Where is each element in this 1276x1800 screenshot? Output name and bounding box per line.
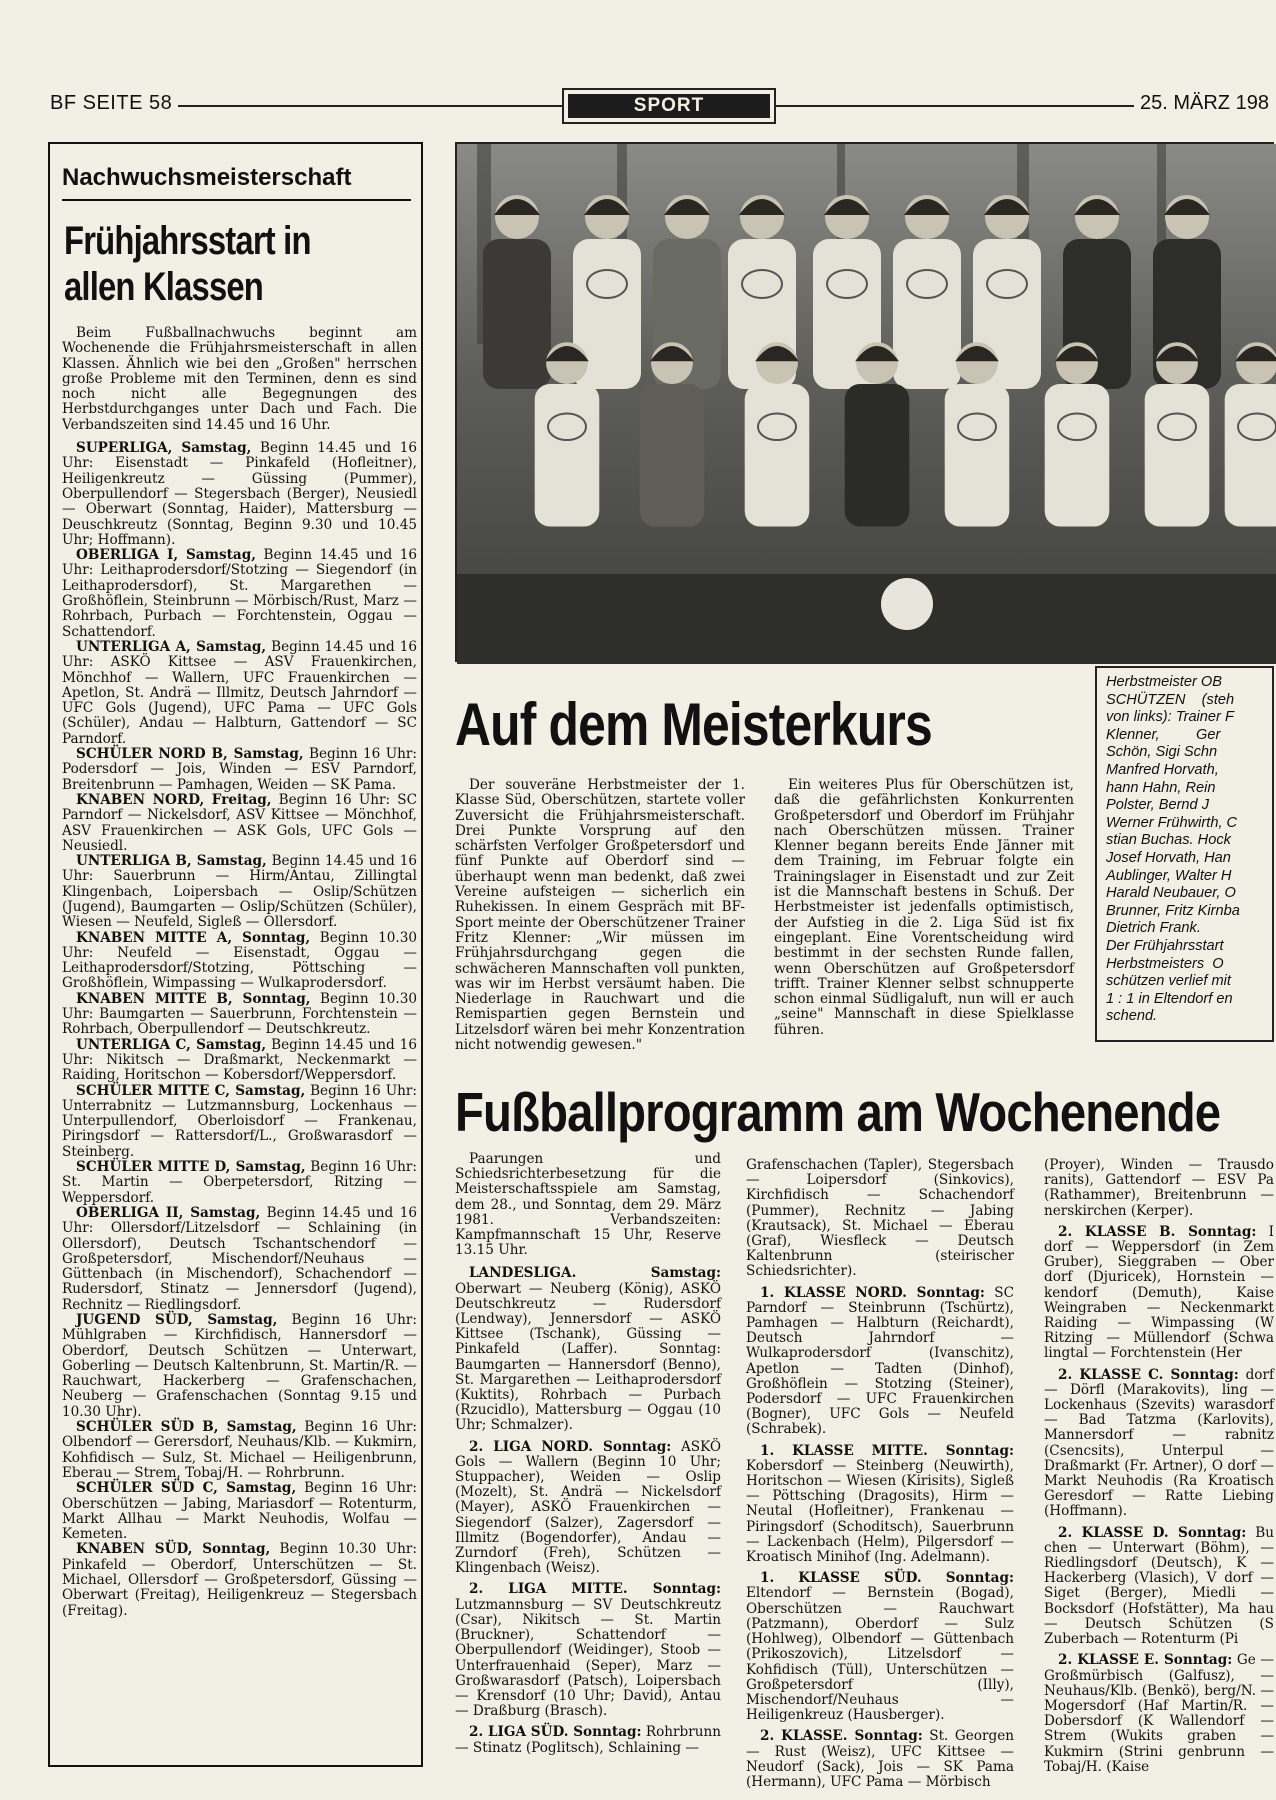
caption-line: Josef Horvath, Han: [1106, 849, 1231, 866]
page-number: BF SEITE 58: [50, 92, 178, 115]
caption-line: Polster, Bernd J: [1106, 797, 1210, 814]
league-entry-text: Beginn 10.30 Uhr: Neufeld — Eisenstadt, Oggau — Leithaprodersdorf/Stotzing, Pöttsching — Großhöflein, Wimpassing — Wulkaprodersdorf.: [62, 929, 418, 992]
fixture-col2-entry-title: 2. KLASSE. Sonntag:: [760, 1728, 923, 1745]
box-body: [62, 326, 417, 1766]
league-entry-text: Beginn 16 Uhr: Olbendorf — Gerersdorf, Neuhaus/Klb. — Kukmirn, Kohfidisch — Sulz, St. Michael — Heiligenbrunn, Eberau — Strem, Tobaj/H. — Rohrbrunn.: [62, 1419, 417, 1481]
team-photo: [455, 142, 1274, 662]
league-entry-text: Beginn 16 Uhr: Podersdorf — Jois, Winden — ESV Parndorf, Breitenbrunn — Pamhagen, Weiden — SK Pama.: [62, 746, 417, 793]
fixture-col2-entry-title: 1. KLASSE NORD. Sonntag:: [760, 1284, 985, 1301]
article1-headline: Auf dem Meisterkurs: [455, 691, 932, 758]
article1-col1-text: Der souveräne Herbstmeister der 1. Klasse Süd, Oberschützen, startete voller Zuversicht die Frühjahrsmeisterschaft. Drei Punkte Vorsprung auf den schärfsten Verfolger Großpetersdorf und fünf Punkte auf Oberdorf sind — überhaupt wenn man bedenkt, daß zwei Vereine aufsteigen — sicherlich ein Ruhekissen. In einem Gespräch mit BF-Sport meinte der Oberschützener Trainer Fritz Klenner: „Wir müssen im Frühjahrsdurchgang gegen die schwächeren Mannschaften voll punkten, was wir im Herbst versäumt haben. Die Niederlage in Rauchwart und die Remispartien gegen Bernstein und Litzelsdorf wären bei mehr Konzentration nicht notwendig gewesen.": [455, 777, 745, 1054]
league-entry-text: Beginn 16 Uhr: Mühlgraben — Kirchfidisch, Hannersdorf — Oberdorf, Deutsch Schützen — Unterwart, Goberling — Deutsch Kaltenbrunn, St. Martin/R. — Rauchwart, Hackerberg — Grafenschachen, Neuberg — Grafenschachen (Sonntag 9.15 und 10.30 Uhr).: [62, 1312, 417, 1420]
caption-line: Klenner, Ger: [1106, 726, 1221, 743]
league-entry-title: UNTERLIGA A, Samstag,: [76, 638, 267, 655]
league-entry: [62, 1420, 417, 1481]
fixture-col1-entry-text: Oberwart — Neuberg (König), ASKÖ Deutschkreutz — Rudersdorf (Lendway), Jennersdorf — ASKÖ Kittsee (Tschank), Güssing — Pinkafeld (Laffer). Sonntag: Baumgarten — Hannersdorf (Benno), St. Margarethen — Leithaprodersdorf (Kuktits), Rohrbach — Purbach (Rzucidlo), Mattersburg — Oggau (10 Uhr; Schmalzer).: [455, 1280, 721, 1434]
league-entry: [62, 1313, 417, 1420]
fixture-col3-entry-title: 2. KLASSE B. Sonntag:: [1058, 1223, 1257, 1240]
article2-headline: Fußballprogramm am Wochenende: [455, 1081, 1221, 1143]
box-intro: Beim Fußballnachwuchs beginnt am Wochenende die Frühjahrsmeisterschaft in allen Klassen. Ähnlich wie bei den „Großen" herrschen große Probleme mit den Terminen, denn es sind noch nicht alle Begegnungen des Herbstdurchganges unter Dach und Fach. Die Verbandszeiten sind 14.45 und 16 Uhr.: [62, 325, 417, 433]
league-entry-title: OBERLIGA I, Samstag,: [76, 547, 256, 564]
football: [881, 578, 933, 630]
caption-line: stian Buchas. Hock: [1106, 832, 1231, 849]
fixture-col3-entry: [1044, 1158, 1274, 1219]
league-entry-title: JUGEND SÜD, Samstag,: [76, 1312, 278, 1328]
league-entry: [62, 1481, 417, 1542]
fixture-col2-entry-text: Grafenschachen (Tapler), Stegersbach — Loipersdorf (Sinkovics), Kirchfidisch — Schachendorf (Pummer), Rechnitz — Jabing (Krautsack), St. Michael — Eberau (Graf), Wiesfleck — Deutsch Kaltenbrunn (steirischer Schiedsrichter).: [746, 1157, 1014, 1280]
fixture-col1-entry: [455, 1266, 721, 1433]
league-entry-title: KNABEN MITTE B, Sonntag,: [76, 990, 311, 1007]
league-entry-text: Beginn 10.30 Uhr: Baumgarten — Sauerbrunn, Forchtenstein — Rohrbach, Oberpullendorf — Deutschkreutz.: [62, 990, 417, 1038]
fixture-col1-entry-text: ASKÖ Gols — Wallern (Beginn 10 Uhr; Stuppacher), Weiden — Oslip (Mozelt), St. Andrä — Nickelsdorf (Mayer), ASKÖ Frauenkirchen — Siegendorf (Salzer), Zagersdorf — Illmitz (Bogendorfer), Andau — Zurndorf (Freh), Schützen — Klingenbach (Weisz).: [455, 1438, 722, 1577]
fixture-col1-entry-title: 2. LIGA SÜD. Sonntag:: [469, 1724, 642, 1741]
article2-col3: [1044, 1152, 1274, 1775]
fixture-col1-entry: [455, 1725, 721, 1755]
caption-line: 1 : 1 in Eltendorf en: [1106, 990, 1233, 1007]
league-entry-title: SUPERLIGA, Samstag,: [76, 440, 252, 457]
league-entry-text: Beginn 16 Uhr: Oberschützen — Jabing, Mariasdorf — Rotenturm, Markt Allhau — Markt Neuhodis, Wolfau — Kemeten.: [62, 1480, 417, 1543]
caption-line: schend.: [1106, 1008, 1158, 1025]
caption-line: Manfred Horvath,: [1106, 761, 1219, 778]
league-entry: [62, 854, 417, 930]
section-label-text: SPORT: [568, 94, 770, 118]
fixture-col1-entry-text: Lutzmannsburg — SV Deutschkreutz (Csar), Nikitsch — St. Martin (Bruckner), Schattendorf — Oberpullendorf (Weidinger), Stoob — Unterfrauenhaid (Seper), Marz — Großwarasdorf (Patsch), Loipersbach — Krensdorf (10 Uhr; David), Antau — Draßburg (Brasch).: [455, 1596, 721, 1720]
league-entry-text: Beginn 16 Uhr: SC Parndorf — Nickelsdorf, ASV Kittsee — Mönchhof, ASV Frauenkirchen — ASK Gols, UFC Gols — Neusiedl.: [62, 791, 417, 854]
fixture-col3-entry-title: 2. KLASSE D. Sonntag:: [1058, 1524, 1247, 1541]
fixture-col2-entry-text: Kobersdorf — Steinberg (Neuwirth), Horitschon — Wiesen (Kirisits), Sigleß — Pöttsching (Dragosits), Hirm — Neutal (Hofleitner), Frankenau — Piringsdorf (Schoditsch), Sauerbrunn — Lackenbach (Helm), Pilgersdorf — Kroatisch Minihof (Ing. Adelmann).: [746, 1457, 1014, 1566]
fixture-col2-entry-title: 1. KLASSE SÜD. Sonntag:: [760, 1570, 1014, 1587]
article2-col1-list: [455, 1266, 721, 1755]
fixture-col2-entry: [746, 1286, 1014, 1438]
league-entry: [62, 747, 417, 793]
caption-line: schützen verlief mit: [1106, 973, 1231, 990]
caption-line: Aublinger, Walter H: [1106, 867, 1232, 884]
league-entry: [62, 441, 417, 548]
article2-col1: [455, 1152, 721, 1772]
fixture-col2-entry: [746, 1158, 1014, 1280]
section-label: [562, 88, 776, 124]
league-entry: [62, 931, 417, 992]
box-headline: Frühjahrsstart in allen Klassen: [64, 219, 311, 309]
fixture-col3-entry: [1044, 1368, 1274, 1520]
caption-line: Brunner, Fritz Kirnba: [1106, 902, 1240, 919]
league-entry-title: SCHÜLER SÜD C, Samstag,: [76, 1480, 297, 1497]
kicker-rule: [62, 199, 411, 201]
caption-line: Schön, Sigi Schn: [1106, 744, 1218, 761]
league-entry-title: UNTERLIGA B, Samstag,: [76, 853, 267, 870]
league-entry-title: KNABEN NORD, Freitag,: [76, 791, 272, 808]
league-entry-title: SCHÜLER NORD B, Samstag,: [76, 746, 304, 763]
fixture-col2-entry: [746, 1444, 1014, 1566]
fixture-col3-entry-text: Bu chen — Unterwart (Böhm), — Riedlingsdorf (Deutsch), K — Hackerberg (Vlasich), V dorf — Siget (Berger), Miedli — Bocksdorf (Hofstätter), Ma hau — Deutsch Schützen (S Zuberbach — Rotenturm (Pi: [1044, 1524, 1274, 1648]
league-entry-title: UNTERLIGA C, Samstag,: [76, 1036, 267, 1053]
fixture-col3-entry-title: 2. KLASSE E. Sonntag:: [1058, 1652, 1233, 1669]
caption-line: Harald Neubauer, O: [1106, 885, 1236, 902]
caption-line: von links): Trainer F: [1106, 709, 1234, 726]
caption-line: Werner Frühwirth, C: [1106, 814, 1238, 831]
league-entry: [62, 1038, 417, 1084]
league-entry-text: Beginn 14.45 und 16 Uhr: Sauerbrunn — Hirm/Antau, Zillingtal Klingenbach, Loipersbach — Oslip/Schützen (Jugend), Baumgarten — Oslip/Schützen (Schüler), Wiesen — Neufeld, Siglеß — Ollersdorf.: [62, 853, 417, 931]
league-entry-text: Beginn 16 Uhr: St. Martin — Oberpetersdorf, Ritzing — Weppersdorf.: [62, 1159, 417, 1206]
article2-col2: [746, 1152, 1014, 1790]
fixture-col3-entry-title: 2. KLASSE C. Sonntag:: [1058, 1366, 1239, 1383]
league-entry: [62, 640, 417, 747]
caption-line: Der Frühjahrsstart: [1106, 937, 1224, 954]
caption-line: Herbstmeisters O: [1106, 955, 1224, 972]
league-entry-text: Beginn 14.45 und 16 Uhr: Ollersdorf/Litzelsdorf — Schlaining (in Ollersdorf), Deutsch Tschantschendorf — Großpetersdorf, Mischendorf/Neuhaus — Güttenbach (in Mischendorf), Schachendorf — Rudersdorf, Stinatz — Jennersdorf (Jugend), Rechnitz — Riedlingsdorf.: [62, 1204, 418, 1313]
fixture-col2-entry-text: St. Georgen — Rust (Weisz), UFC Kittsee — Neudorf (Sack), Jois — SK Pama (Hermann), UFC Pama — Mörbisch: [746, 1728, 1014, 1790]
box-kicker: Nachwuchsmeisterschaft: [62, 164, 352, 191]
league-entry-title: KNABEN MITTE A, Sonntag,: [76, 929, 311, 946]
article1-col1: [455, 778, 745, 1053]
article2-col2-list: [746, 1158, 1014, 1790]
league-entry: [62, 1084, 417, 1160]
league-entry-text: Beginn 14.45 und 16 Uhr: Eisenstadt — Pinkafeld (Hofleitner), Heiligenkreutz — Güssing (Pummer), Oberpullendorf — Stegersbach (Berger), Neusiedl — Oberwart (Sonntag, Haider), Mattersburg — Deuschkreutz (Sonntag, Beginn 9.30 und 10.45 Uhr; Hoffmann).: [62, 440, 417, 548]
fixture-col1-entry-title: 2. LIGA NORD. Sonntag:: [469, 1438, 672, 1455]
fixture-col2-entry: [746, 1571, 1014, 1723]
caption-line: SCHÜTZEN (steh: [1106, 691, 1235, 708]
league-entry-text: Beginn 14.45 und 16 Uhr: Nikitsch — Draßmarkt, Neckenmarkt — Raiding, Horitschon — Kobersdorf/Weppersdorf.: [62, 1036, 417, 1084]
photo-caption: [1106, 674, 1274, 1026]
fixture-col1-entry-title: 2. LIGA MITTE. Sonntag:: [469, 1581, 721, 1598]
team-photo-graphic: [457, 144, 1276, 664]
league-entry-title: OBERLIGA II, Samstag,: [76, 1204, 261, 1221]
fixture-col3-entry: [1044, 1225, 1274, 1362]
fixture-col3-entry-text: Ge — Großmürbisch (Galfusz), — Neuhaus/Klb. (Benkö), berg/N. — Mogersdorf (Haf Martin/R. — Dobersdorf (K Wallendorf — Strem (Wukits graben — Kukmirn (Strini genbrunn — Tobaj/H. (Kaise: [1044, 1652, 1274, 1775]
league-entry: [62, 1160, 417, 1206]
caption-line: hann Hahn, Rein: [1106, 779, 1216, 796]
issue-date: 25. MÄRZ 198: [1134, 92, 1269, 115]
league-entry: [62, 992, 417, 1038]
league-entry-title: SCHÜLER MITTE C, Samstag,: [76, 1082, 306, 1099]
fixture-col3-entry: [1044, 1526, 1274, 1648]
article1-col2-text: Ein weiteres Plus für Oberschützen ist, daß die gefährlichsten Konkurrenten Großpetersdorf und Oberdorf im Frühjahr nach Oberschützen müssen. Trainer Klenner begann bereits Ende Jänner mit dem Training, im Februar folgte ein Trainingslager in Eisenstadt und zur Zeit ist die Mannschaft bestens in Schuß. Der Herbstmeister ist jedenfalls optimistisch, der Aufstieg in die 2. Liga Süd ist fix eingeplant. Eine Vorentscheidung wird bestimmt in der sechsten Runde fallen, wenn Oberschützen auf Großpetersdorf trifft. Trainer Klenner selbst schnupperte schon einmal Südligaluft, nun will er auch „seine" Mannschaft in diese Spielklasse führen.: [774, 777, 1074, 1038]
caption-line: Herbstmeister OB: [1106, 674, 1222, 690]
article2-intro: Paarungen und Schiedsrichterbesetzung für die Meisterschaftsspiele am Samstag, dem 28., und Sonntag, dem 29. März 1981. Verbandszeiten: Kampfmannschaft 15 Uhr, Reserve 13.15 Uhr.: [455, 1151, 721, 1259]
league-entry-title: SCHÜLER SÜD B, Samstag,: [76, 1419, 297, 1436]
fixture-col1-entry: [455, 1582, 721, 1719]
fixture-col2-entry-title: 1. KLASSE MITTE. Sonntag:: [760, 1442, 1014, 1459]
fixture-col1-entry: [455, 1440, 721, 1577]
fixture-col3-entry-text: I dorf — Weppersdorf (in Zem Gruber), Sieggraben — Ober dorf (Djuricek), Hornstein — kendorf (Demuth), Kaise Weingraben — Neckenmarkt Raiding — Wimpassing (W Ritzing — Müllendorf (Schwa lingtal — Forchtenstein (Her: [1044, 1223, 1274, 1362]
fixture-col2-entry: [746, 1729, 1014, 1790]
fixture-col3-entry-text: dorf — Dörfl (Marakovits), ling — Lockenhaus (Szevits) warasdorf — Bad Tatzma (Karlovits), Mannersdorf — rabnitz (Csencsits), Unterpul — Draßmarkt (Fr. Artner), O dorf — Markt Neuhodis (Ra Kroatisch Geresdorf — Ratte Liebing (Hoffmann).: [1044, 1366, 1274, 1520]
article2-col3-list: [1044, 1158, 1274, 1775]
fixture-col1-entry-text: Rohrbrunn — Stinatz (Poglitsch), Schlaining —: [455, 1724, 721, 1756]
article1-col2: [774, 778, 1074, 1038]
league-entry-text: Beginn 10.30 Uhr: Pinkafeld — Oberdorf, Unterschützen — St. Michael, Ollersdorf — Großpetersdorf, Güssing — Oberwart (Freitag), Heiligenkreuz — Stegersbach (Freitag).: [62, 1541, 417, 1619]
league-entry-title: KNABEN SÜD, Sonntag,: [76, 1541, 271, 1558]
fixture-col3-entry: [1044, 1653, 1274, 1775]
league-entry-text: Beginn 16 Uhr: Unterrabnitz — Lutzmannsburg, Lockenhaus — Unterpullendorf, Oberloisdorf — Frankenau, Piringsdorf — Rattersdorf/L., Großwarasdorf — Steinberg.: [62, 1082, 417, 1160]
league-entry-text: Beginn 14.45 und 16 Uhr: Leithaprodersdorf/Stotzing — Siegendorf (in Leithaprodersdorf), St. Margarethen — Großhöflein, Steinbrunn — Mörbisch/Rust, Marz — Rohrbach, Purbach — Forchtenstein, Oggau — Schattendorf.: [62, 547, 417, 640]
caption-line: Dietrich Frank.: [1106, 920, 1201, 937]
fixture-col1-entry-title: LANDESLIGA. Samstag:: [469, 1265, 721, 1282]
league-entry-title: SCHÜLER MITTE D, Samstag,: [76, 1159, 306, 1176]
fixture-col2-entry-text: Eltendorf — Bernstein (Bogad), Oberschützen — Rauchwart (Patzmann), Oberdorf — Sulz (Hohlweg), Olbendorf — Güttenbach (Prikoszovich), Litzelsdorf — Kohfidisch (Tüll), Unterschützen — Großpetersdorf (Illy), Mischendorf/Neuhaus — Heiligenkreuz (Hausberger).: [746, 1585, 1014, 1724]
fixture-col2-entry-text: SC Parndorf — Steinbrunn (Tschürtz), Pamhagen — Halbturn (Reichardt), Deutsch Jahrndorf — Wulkaprodersdorf (Ivanschitz), Apetlon — Tadten (Dinhof), Großhöflein — Stotzing (Steiner), Podersdorf — UFC Frauenkirchen (Bogner), UFC Gols — Neufeld (Schrabek).: [746, 1284, 1014, 1438]
league-entry: [62, 793, 417, 854]
fixture-col3-entry-text: (Proyer), Winden — Trausdo ranits), Gattendorf — ESV Pa (Rathammer), Breitenbrunn — nerskirchen (Kerper).: [1044, 1157, 1274, 1219]
league-list: [62, 441, 417, 1619]
league-entry-text: Beginn 14.45 und 16 Uhr: ASKÖ Kittsee — ASV Frauenkirchen, Mönchhof — Wallern, UFC Frauenkirchen — Apetlon, St. Andrä — Illmitz, Deutsch Jahrndorf — UFC Gols (Jugend), UFC Pama — UFC Gols (Schüler), Andau — Halbturn, Gattendorf — SC Parndorf.: [62, 638, 417, 747]
league-entry: [62, 1206, 417, 1313]
league-entry: [62, 548, 417, 640]
league-entry: [62, 1542, 417, 1618]
